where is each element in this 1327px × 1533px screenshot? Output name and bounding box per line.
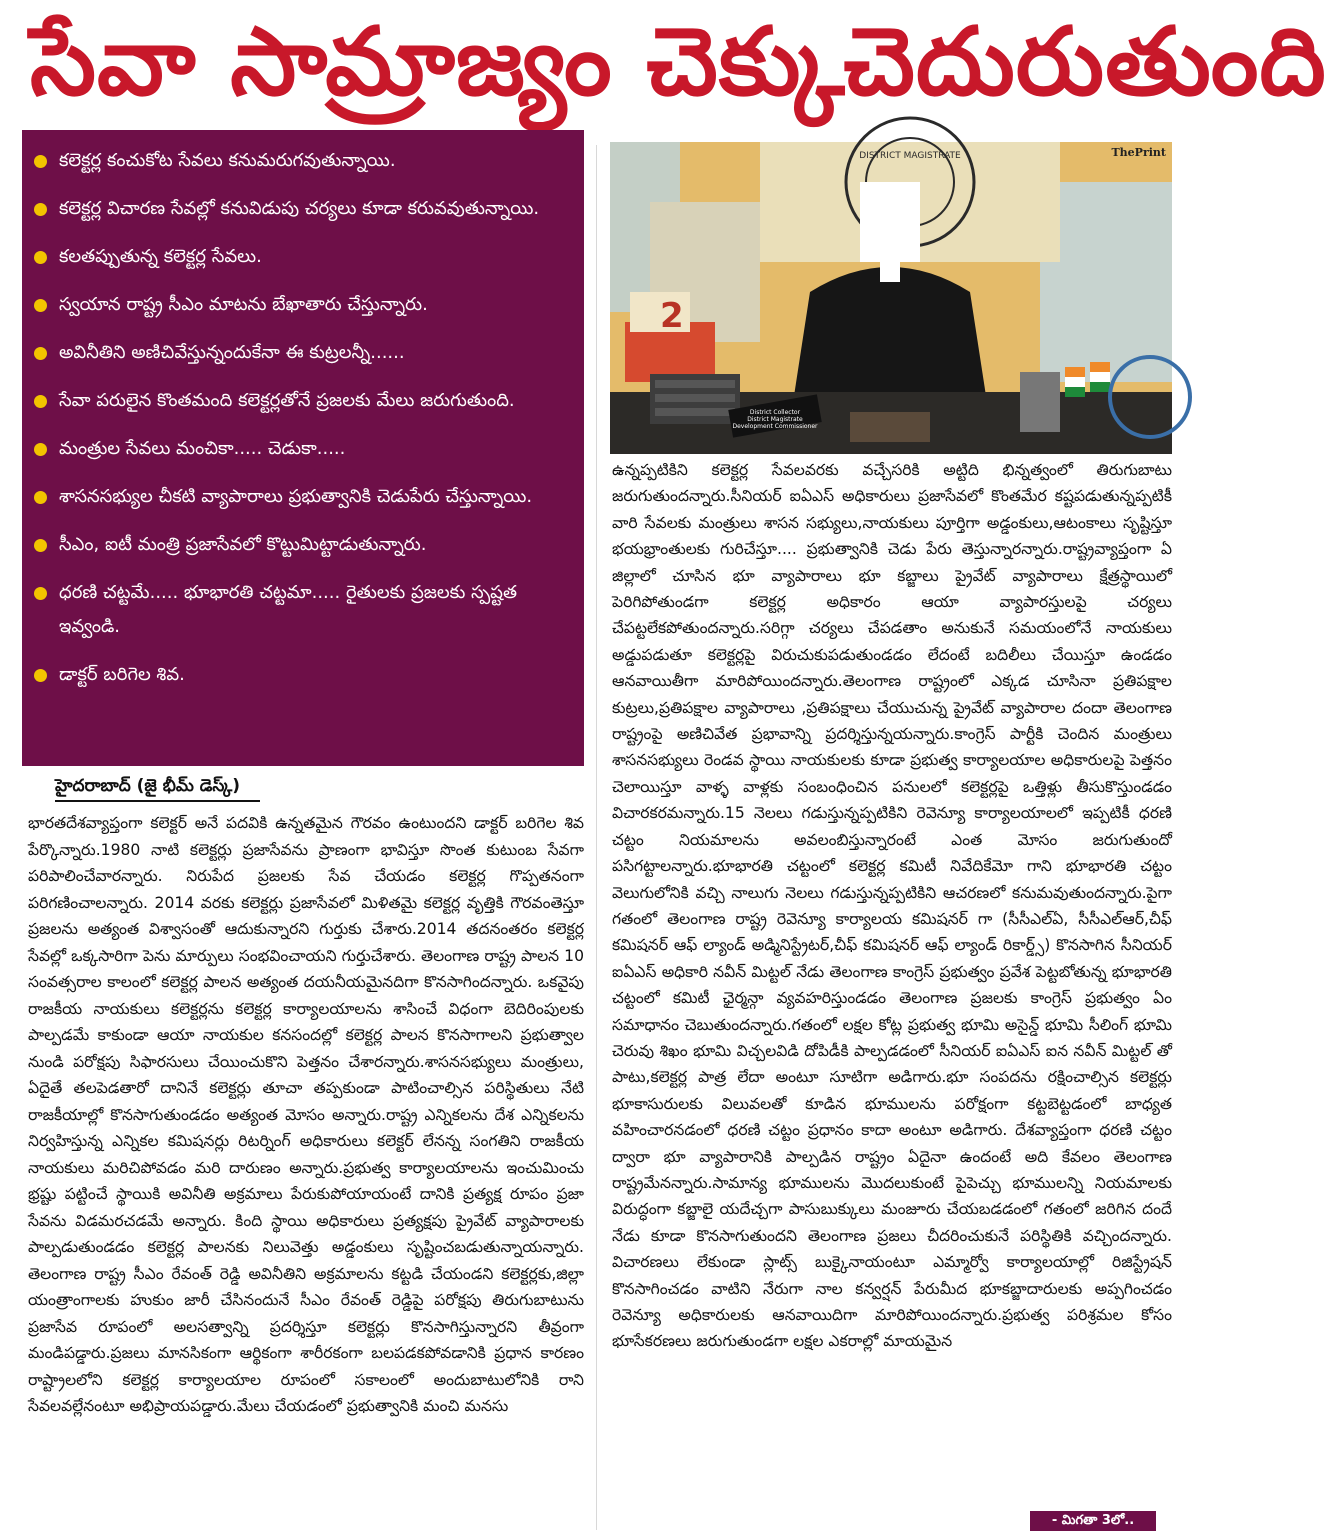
- seal-text: DISTRICT MAGISTRATE: [859, 151, 961, 161]
- highlight-item: శాసనసభ్యుల చీకటి వ్యాపారాలు ప్రభుత్వానికి చెడుపేరు చేస్తున్నాయి.: [34, 480, 566, 514]
- desk-sign-line-2: District Magistrate: [747, 416, 803, 423]
- bullet-dot-icon: [34, 669, 47, 682]
- desk-sign-line-3: Development Commissioner: [732, 423, 818, 430]
- bullet-dot-icon: [34, 491, 47, 504]
- bullet-dot-icon: [34, 251, 47, 264]
- headline: సేవా సామ్రాజ్యం చెక్కుచెదురుతుంది: [30, 8, 1327, 117]
- byline: హైదరాబాద్ (జై భీమ్ డెస్క్): [55, 776, 241, 796]
- highlight-item: సీఎం, ఐటీ మంత్రి ప్రజాసేవలో కొట్టుమిట్టాడుతున్నారు.: [34, 528, 566, 562]
- article-body-right: ఉన్నప్పటికిని కలెక్టర్ల సేవలవరకు వచ్చేసరికి అట్టిది భిన్నత్వంలో తిరుగుబాటు జరుగుతుందన్నారు.సీనియర్ ఐఏఎస్ అధికారులు ప్రజాసేవలో కొంతమేర కష్టపడుతున్నప్పటికీ వారి సేవలకు మంత్రులు శాసన సభ్యులు,నాయకులు పూర్తిగా అడ్డంకులు,ఆటంకాలు సృష్టిస్తూ భయభ్రాంతులకు గురిచేస్తూ.... ప్రభుత్వానికి చెడు పేరు తెస్తున్నారన్నారు.రాష్ట్రవ్యాప్తంగా ఏ జిల్లాలో చూసిన భూ వ్యాపారాలు భూ కబ్జాలు ప్రైవేట్ వ్యాపారాలు క్షేత్రస్థాయిలో పెరిగిపోతుండగా కలెక్టర్ల అధికారం ఆయా వ్యాపారస్తులపై చర్యలు చేపట్టలేకపోతుందన్నారు.సరిగ్గా చర్యలు చేపడతాం అనుకునే సమయంలోనే నాయకులు అడ్డుపడుతూ కలెక్టర్లపై విరుచుకుపడుతుండడం లేదంటే బదిలీలు చేయిస్తూ ఉండడం ఆనవాయితీగా మారిపోయిందన్నారు.తెలంగాణ రాష్ట్రంలో ఎక్కడ చూసినా ప్రతిపక్షాల కుట్రలు,ప్రతిపక్షాల వ్యాపారాలు ,ప్రతిపక్షాలు చేయుచున్న ప్రైవేట్ వ్యాపారాల దందా తెలంగాణ రాష్ట్రంపై అణిచివేత ప్రభావాన్ని ప్రదర్శిస్తున్నయన్నారు.కాంగ్రెస్ పార్టీకి చెందిన మంత్రులు శాసనసభ్యులు రెండవ స్థాయి నాయకులకు కూడా ప్రభుత్వ కార్యాలయాల అధికారులపై పెత్తనం చెలాయిస్తూ వాళ్ళ వాళ్లకు సంబంధించిన పనులలో కలెక్టర్లపై ఒత్తిళ్లు తీసుకొస్తుండడం విచారకరమన్నారు.15 నెలలు గడుస్తున్నప్పటికిని రెవెన్యూ కార్యాలయాలలో ఇప్పటికీ ధరణి చట్టం నియమాలను అవలంబిస్తున్నారంటే ఎంత మోసం జరుగుతుందో పసిగట్టాలన్నారు.భూభారతి చట్టంలో కలెక్టర్ల కమిటీ నివేదికేమో గాని భూభారతి చట్టం వెలుగులోనికి వచ్చి నాలుగు నెలలు గడుస్తున్నప్పటికిని ఆచరణలో కనుమవుతుందన్నారు.పైగా గతంలో తెలంగాణ రాష్ట్ర రెవెన్యూ కార్యాలయ కమిషనర్ గా (సీసీఎల్ఏ, సీసీఎల్ఆర్,చీఫ్ కమిషనర్ ఆఫ్ ల్యాండ్ అడ్మినిస్ట్రేటర్,చీఫ్ కమిషనర్ ఆఫ్ ల్యాండ్ రికార్డ్స్) కొనసాగిన సీనియర్ ఐఏఎస్ అధికారి నవీన్ మిట్టల్ నేడు తెలంగాణ కాంగ్రెస్ ప్రభుత్వం ప్రవేశ పెట్టబోతున్న భూభారతి చట్టంలో కమిటీ ఛైర్మన్గా వ్యవహరిస్తుండడం తెలంగాణ ప్రజలకు కాంగ్రెస్ ప్రభుత్వం ఏం సమాధానం చెబుతుందన్నారు.గతంలో లక్షల కోట్ల ప్రభుత్వ భూమి అసైన్డ్ భూమి సీలింగ్ భూమి చెరువు శిఖం భూమి విచ్చలవిడి దోపిడీకి పాల్పడడంలో సీనియర్ ఐఏఎస్ ఐన నవీన్ మిట్టల్ తో పాటు,కలెక్టర్ల పాత్ర లేదా అంటూ సూటిగా అడిగారు.భూ సంపదను రక్షించాల్సిన కలెక్టర్లు భూకాసురులకు విలువలతో కూడిన భూములను పరోక్షంగా కట్టబెట్టడంలో బాధ్యత వహించారనడంలో ధరణి చట్టం ప్రధానం కాదా అంటూ అడిగారు. దేశవ్యాప్తంగా ధరణి చట్టం ద్వారా భూ వ్యాపారానికి పాల్పడిన రాష్ట్రం ఏదైనా ఉందంటే అది కేవలం తెలంగాణ రాష్ట్రమేనన్నారు.సామాన్య భూములను మొదలుకుంటే పైపెచ్చు భూములన్ని నియమాలకు విరుద్ధంగా కబ్జాలై యదేచ్చగా పాసుబుక్కులు మంజూరు చేయబడడంలో గతంలో జరిగిన దందే నేడు కూడా కొనసాగుతుందని తెలంగాణ ప్రజలు చీదరించుకునే పరిస్థితికి వచ్చిందన్నారు. విచారణలు లేకుండా స్లాట్స్ బుక్కైనాయంటూ ఎమ్మార్వో కార్యాలయాల్లో రిజిస్ట్రేషన్ కొనసాగించడం వాటిని నేరుగా నాల కన్వర్షన్ పేరుమీద భూకబ్జాదారులకు అప్పగించడం రెవెన్యూ అధికారులకు ఆనవాయిదిగా మారిపోయిందన్నారు.ప్రభుత్వ పరిశ్రమల కోసం భూసేకరణలు జరుగుతుండగా లక్షల ఎకరాల్లో మాయమైన: [612, 461, 1172, 1351]
- highlight-item: కలెక్టర్ల కంచుకోట సేవలు కనుమరుగవుతున్నాయి.: [34, 144, 566, 178]
- column-divider: [596, 145, 597, 1530]
- highlight-item: స్వయాన రాష్ట్ర సీఎం మాటను బేఖాతారు చేస్తున్నారు.: [34, 288, 566, 322]
- highlight-item: కలతప్పుతున్న కలెక్టర్ల సేవలు.: [34, 240, 566, 274]
- continued-label: - మిగతా 3లో..: [1030, 1511, 1156, 1531]
- bullet-dot-icon: [34, 347, 47, 360]
- highlight-item: ధరణి చట్టమే..... భూభారతి చట్టమా..... రైతులకు ప్రజలకు స్పష్టత ఇవ్వండి.: [34, 576, 566, 644]
- byline-underline: [55, 800, 260, 802]
- highlight-item: కలెక్టర్ల విచారణ సేవల్లో కనువిడుపు చర్యలు కూడా కరువవుతున్నాయి.: [34, 192, 566, 226]
- highlight-item: అవినీతిని అణిచివేస్తున్నందుకేనా ఈ కుట్రలన్నీ......: [34, 336, 566, 370]
- bullet-dot-icon: [34, 539, 47, 552]
- article-body-left: భారతదేశవ్యాప్తంగా కలెక్టర్ అనే పదవికి ఉన్నతమైన గౌరవం ఉంటుందని డాక్టర్ బరిగెల శివ పేర్కొన్నారు.1980 నాటి కలెక్టర్లు ప్రజాసేవను ప్రాణంగా భావిస్తూ సొంత కుటుంబ సేవగా పరిపాలించేవారన్నారు. నిరుపేద ప్రజలకు సేవ చేయడం కలెక్టర్ల గొప్పతనంగా పరిగణించాలన్నారు. 2014 వరకు కలెక్టర్లు ప్రజాసేవలో మిళితమై కలెక్టర్ల వృత్తికి గౌరవంతెస్తూ ప్రజలను అత్యంత విశ్వాసంతో ఆదుకున్నారని గుర్తుకు చేశారు.2014 తదనంతరం కలెక్టర్ల సేవల్లో ఒక్కసారిగా పెను మార్పులు సంభవించాయని గుర్తుచేశారు. తెలంగాణ రాష్ట్ర పాలన 10 సంవత్సరాల కాలంలో కలెక్టర్ల పాలన అత్యంత దయనీయమైనదిగా కొనసాగిందన్నారు. ఒకవైపు రాజకీయ నాయకులు కలెక్టర్లను కలెక్టర్ల కార్యాలయాలను శాసించే విధంగా బెదిరింపులకు పాల్పడమే కాకుండా ఆయా నాయకుల కనసందల్లో కలెక్టర్ల పాలన కొనసాగాలని ప్రభుత్వాల నుండి పరోక్షపు సిఫారసులు చేయించుకొని పెత్తనం చేశారన్నారు.శాసనసభ్యులు మంత్రులు, ఏదైతే తలపెడతారో దానినే కలెక్టర్లు తూచా తప్పకుండా పాటించాల్సిన పరిస్థితులు నేటి రాజకీయాల్లో కొనసాగుతుండడం అత్యంత మోసం అన్నారు.రాష్ట్ర ఎన్నికలను దేశ ఎన్నికలను నిర్వహిస్తున్న ఎన్నికల కమిషనర్లు రిటర్నింగ్ అధికారులు కలెక్టర్ లేనన్న సంగతిని రాజకీయ నాయకులు మరిచిపోవడం మరి దారుణం అన్నారు.ప్రభుత్వ కార్యాలయాలను ఇంచుమించు భ్రష్టు పట్టించే స్థాయికి అవినీతి అక్రమాలు పేరుకుపోయాయంటే దానికి ప్రత్యక్ష రూపం ప్రజా సేవను విడమరచడమే అన్నారు. కింది స్థాయి అధికారులు ప్రత్యక్షపు ప్రైవేట్ వ్యాపారాలకు పాల్పడుతుండడం కలెక్టర్ల పాలనకు నిలువెత్తు అడ్డంకులు సృష్టించబడుతున్నాయన్నారు. తెలంగాణ రాష్ట్ర సీఎం రేవంత్ రెడ్డి అవినీతిని అక్రమాలను కట్టడి చేయండని కలెక్టర్లకు,జిల్లా యంత్రాంగాలకు హుకుం జారీ చేసినందునే సీఎం రేవంత్ రెడ్డిపై పరోక్షపు తిరుగుబాటును ప్రజాసేవ రూపంలో అలసత్వాన్ని ప్రదర్శిస్తూ కలెక్టర్లు కొనసాగిస్తున్నారని తీవ్రంగా మండిపడ్డారు.ప్రజలు మానసికంగా ఆర్థికంగా శారీరకంగా బలపడకపోవడానికి ప్రధాన కారణం రాష్ట్రాలలోని కలెక్టర్ల కార్యాలయాల రూపంలో సకాలంలో అందుబాటులోనికి రాని సేవలవల్లేనంటూ అభిప్రాయపడ్డారు.మేలు చేయడంలో ప్రభుత్వానికి మంచి మనసు: [28, 814, 584, 1415]
- highlight-item: సేవా పరులైన కొంతమంది కలెక్టర్లతోనే ప్రజలకు మేలు జరుగుతుంది.: [34, 384, 566, 418]
- bullet-dot-icon: [34, 155, 47, 168]
- bullet-dot-icon: [34, 587, 47, 600]
- bullet-dot-icon: [34, 395, 47, 408]
- bullet-dot-icon: [34, 299, 47, 312]
- svg-text:2: 2: [660, 296, 684, 336]
- highlights-box: [22, 130, 584, 766]
- desk-sign-line-1: District Collector: [749, 409, 801, 416]
- highlight-item: డాక్టర్ బరిగెల శివ.: [34, 658, 566, 692]
- photo-credit: ThePrint: [1111, 146, 1166, 159]
- article-illustration: [610, 142, 1172, 454]
- bullet-dot-icon: [34, 443, 47, 456]
- highlight-item: మంత్రుల సేవలు మంచికా..... చెడుకా.....: [34, 432, 566, 466]
- bullet-dot-icon: [34, 203, 47, 216]
